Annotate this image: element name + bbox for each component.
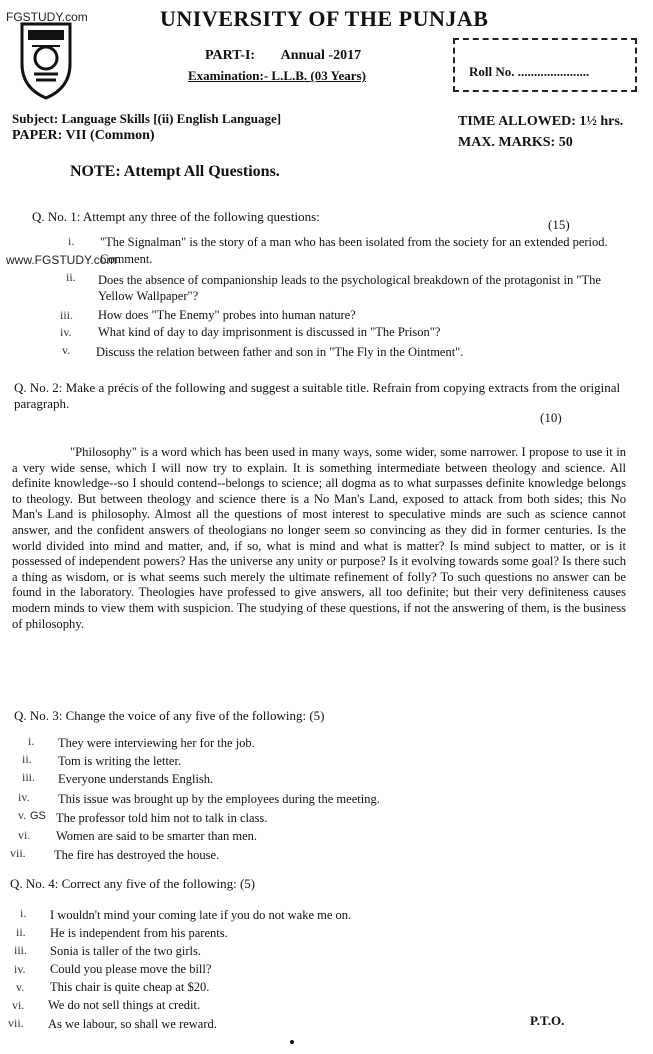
- max-marks: MAX. MARKS: 50: [458, 135, 573, 150]
- paper-line: PAPER: VII (Common): [12, 128, 155, 143]
- q3-item-7-num: vii.: [10, 846, 26, 860]
- precis-paragraph: [12, 445, 626, 632]
- q4-item-2: He is independent from his parents.: [50, 926, 228, 940]
- q4-item-1: I wouldn't mind your coming late if you do not wake me on.: [50, 908, 352, 922]
- q4-item-4: Could you please move the bill?: [50, 962, 212, 976]
- q3-item-1-num: i.: [28, 734, 35, 748]
- q3-item-6-num: vi.: [18, 828, 31, 842]
- q1-item-5-num: v.: [62, 343, 71, 357]
- q3-item-3: Everyone understands English.: [58, 772, 214, 786]
- q4-item-7-num: vii.: [8, 1016, 24, 1030]
- watermark-side: www.FGSTUDY.com: [6, 253, 117, 267]
- q4-item-6-num: vi.: [12, 998, 25, 1012]
- q3-item-6: Women are said to be smarter than men.: [56, 829, 258, 843]
- q1-marks: (15): [548, 217, 570, 232]
- roll-number-box[interactable]: [453, 38, 637, 92]
- q4-heading: Q. No. 4: Correct any five of the following: (5): [10, 876, 256, 891]
- q4-item-1-num: i.: [20, 906, 27, 920]
- q3-item-3-num: iii.: [22, 770, 36, 784]
- q4-item-5: This chair is quite cheap at $20.: [50, 980, 210, 994]
- q2-marks: (10): [540, 410, 562, 425]
- part-text: PART-I:: [205, 48, 256, 63]
- q3-item-5-num: v.: [18, 808, 27, 822]
- q4-item-5-num: v.: [16, 980, 25, 994]
- q4-item-2-num: ii.: [16, 925, 26, 939]
- roll-number-label: Roll No. ......................: [469, 64, 590, 79]
- examination-title: Examination:- L.L.B. (03 Years): [188, 68, 366, 83]
- q3-item-2-num: ii.: [22, 752, 32, 766]
- session-text: Annual -2017: [280, 48, 362, 63]
- q1-item-1: "The Signalman" is the story of a man who has been isolated from the society for an extended period. Comment.: [100, 235, 608, 266]
- subject-line: Subject: Language Skills [(ii) English Language]: [12, 111, 282, 126]
- q4-item-4-num: iv.: [14, 962, 26, 976]
- q3-item-4-num: iv.: [18, 790, 30, 804]
- q1-item-5: Discuss the relation between father and son in "The Fly in the Ointment".: [96, 345, 464, 359]
- watermark-top: FGSTUDY.com: [6, 10, 88, 24]
- q3-item-7: The fire has destroyed the house.: [54, 848, 220, 862]
- q2-heading: Q. No. 2: Make a précis of the following and suggest a suitable title. Refrain from copying extracts from the original paragraph.: [14, 380, 621, 411]
- time-allowed: TIME ALLOWED: 1½ hrs.: [458, 114, 624, 129]
- q3-item-1: They were interviewing her for the job.: [58, 736, 255, 750]
- university-crest-icon: [14, 16, 78, 102]
- part-label: [205, 48, 361, 64]
- q4-item-3-num: iii.: [14, 943, 28, 957]
- pto-label: P.T.O.: [530, 1013, 565, 1028]
- q1-item-2-num: ii.: [66, 270, 76, 284]
- q3-item-4: This issue was brought up by the employees during the meeting.: [58, 792, 380, 806]
- precis-text: "Philosophy" is a word which has been used in many ways, some wider, some narrower. I propose to use it in a very wide sense, which I will now try to explain. It is something intermediate between theology and science. All definite knowledge--so I should contend--belongs to science; all dogma as to what surpasses definite knowledge belongs to theology. But between theology and science there is a No Man's Land, exposed to attack from both sides; this No Man's Land is philosophy. Almost all the questions of most interest to speculative minds are such as science cannot answer, and the confident answers of theologians no longer seem so convincing as they did in former centuries. Is the world divided into mind and matter, and, if so, what is mind and what is matter? Is mind subject to matter, or is it possessed of independent powers? Has the universe any unity or purpose? Is it evolving towards some goal? Is there such a thing as wisdom, or is what seems such merely the ultimate refinement of folly? To such questions no answer can be found in the laboratory. Theologies have professed to give answers, all too definite; but their very definiteness causes modern minds to view them with suspicion. The studying of these questions, if not the answering of them, is the business of philosophy.: [12, 445, 626, 631]
- q1-item-1-num: i.: [68, 234, 75, 248]
- q3-heading: Q. No. 3: Change the voice of any five of the following: (5): [14, 708, 325, 723]
- q3-item-5: The professor told him not to talk in class.: [56, 811, 268, 825]
- q1-item-3: How does "The Enemy" probes into human nature?: [98, 308, 356, 322]
- q1-item-4-num: iv.: [60, 325, 72, 339]
- page-dot: [290, 1040, 294, 1044]
- q1-item-4: What kind of day to day imprisonment is discussed in "The Prison"?: [98, 325, 441, 339]
- q3-item-2: Tom is writing the letter.: [58, 754, 182, 768]
- university-title: UNIVERSITY OF THE PUNJAB: [160, 6, 489, 31]
- q4-item-7: As we labour, so shall we reward.: [48, 1017, 217, 1031]
- q1-heading: Q. No. 1: Attempt any three of the following questions:: [32, 209, 320, 224]
- q1-item-3-num: iii.: [60, 308, 74, 322]
- note-heading: NOTE: Attempt All Questions.: [70, 163, 280, 180]
- q4-item-3: Sonia is taller of the two girls.: [50, 944, 202, 958]
- watermark-inline: GS: [30, 810, 46, 822]
- q1-item-2: Does the absence of companionship leads to the psychological breakdown of the protagonist in "The Yellow Wallpaper"?: [98, 273, 601, 303]
- q4-item-6: We do not sell things at credit.: [48, 998, 201, 1012]
